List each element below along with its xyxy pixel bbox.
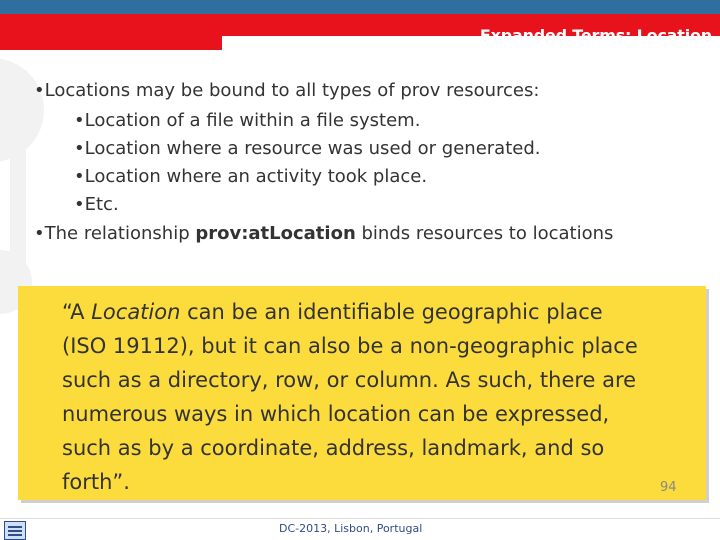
dcmi-logo-icon <box>4 521 26 540</box>
page-number: 94 <box>660 480 677 495</box>
quote-line: such as a directory, row, or column. As such, there are <box>62 368 637 392</box>
sub-bullet-item: •Location where a resource was used or generated. <box>74 138 541 159</box>
prov-term: prov:atLocation <box>195 223 356 244</box>
top-accent-strip <box>0 0 720 14</box>
quote-line: such as by a coordinate, address, landmark, and so <box>62 436 605 460</box>
quote-line: forth”. <box>62 470 130 494</box>
sub-bullet-item: •Etc. <box>74 194 119 215</box>
bullet-item <box>34 223 613 244</box>
quote-line <box>62 300 603 324</box>
quote-box <box>18 286 706 500</box>
bullet-item: •Locations may be bound to all types of prov resources: <box>34 80 540 101</box>
quote-text: can be an identifiable geographic place <box>180 300 603 324</box>
quote-line: numerous ways in which location can be expressed, <box>62 402 610 426</box>
sub-bullet-item: •Location of a file within a file system. <box>74 110 421 131</box>
footer-conference: DC-2013, Lisbon, Portugal <box>279 522 423 535</box>
quote-text: “A <box>62 300 92 324</box>
sub-bullet-item: •Location where an activity took place. <box>74 166 428 187</box>
quote-line: (ISO 19112), but it can also be a non-geographic place <box>62 334 638 358</box>
quote-term: Location <box>91 300 181 324</box>
watermark-circle-icon <box>0 58 44 162</box>
bullet-text: binds resources to locations <box>355 223 614 244</box>
footer-divider <box>0 518 720 519</box>
bullet-text: •The relationship <box>34 223 196 244</box>
slide-title: Expanded Terms: Location <box>479 26 712 45</box>
